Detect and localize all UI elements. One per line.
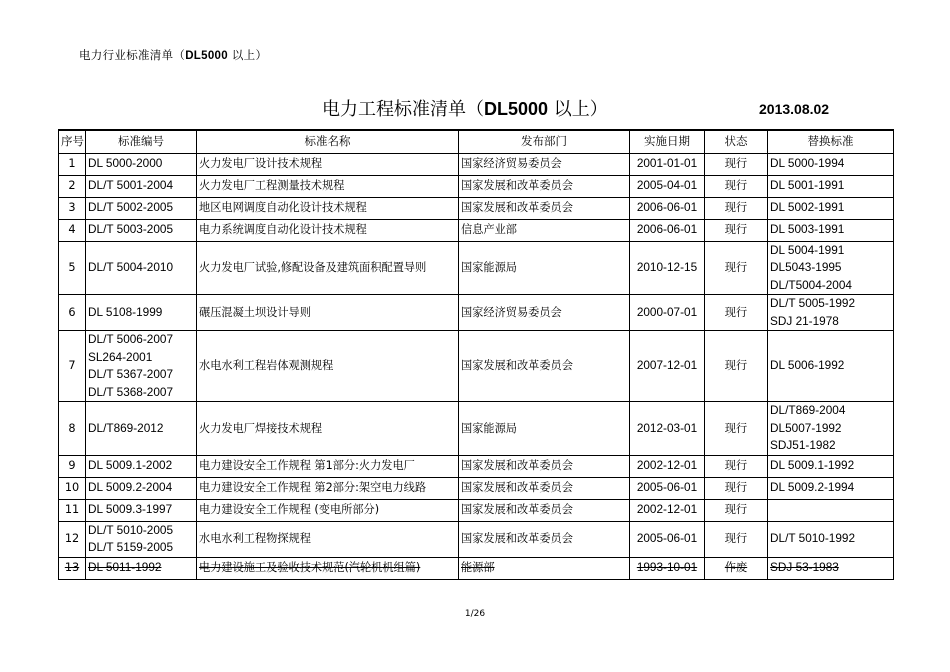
cell-date-text: 2007-12-01 bbox=[636, 358, 698, 373]
cell-code bbox=[86, 477, 197, 499]
table-row bbox=[59, 499, 894, 521]
cell-dept-text: 国家发展和改革委员会 bbox=[461, 179, 573, 193]
cell-code-line: DL 5108-1999 bbox=[88, 304, 163, 319]
table-row bbox=[59, 521, 894, 557]
cell-name bbox=[197, 521, 459, 557]
cell-dept bbox=[459, 331, 630, 402]
cell-replaces bbox=[768, 521, 894, 557]
cell-no-text: 12 bbox=[64, 532, 80, 546]
cell-name-text: 火力发电厂试验,修配设备及建筑面积配置导则 bbox=[199, 261, 427, 274]
running-header-suffix: 以上） bbox=[227, 48, 268, 62]
cell-code-line: DL/T 5367-2007 bbox=[88, 367, 174, 381]
cell-dept bbox=[459, 219, 630, 241]
cell-dept-text: 国家经济贸易委员会 bbox=[461, 157, 562, 171]
cell-dept bbox=[459, 477, 630, 499]
cell-code-line: DL/T869-2012 bbox=[88, 420, 164, 435]
document-date: 2013.08.02 bbox=[759, 101, 830, 117]
cell-no-text: 13 bbox=[64, 561, 80, 575]
cell-status-text: 现行 bbox=[724, 359, 748, 373]
cell-name-text: 火力发电厂设计技术规程 bbox=[199, 157, 323, 171]
cell-status bbox=[705, 241, 768, 295]
cell-date bbox=[630, 521, 705, 557]
cell-name-text: 电力建设安全工作规程 (变电所部分) bbox=[199, 503, 380, 517]
cell-name-text: 火力发电厂工程测量技术规程 bbox=[199, 179, 345, 193]
cell-dept bbox=[459, 175, 630, 197]
cell-status bbox=[705, 455, 768, 477]
cell-date bbox=[630, 557, 705, 579]
table-row bbox=[59, 241, 894, 295]
cell-date-text: 2000-07-01 bbox=[636, 304, 698, 319]
cell-replaces bbox=[768, 295, 894, 331]
document-title-suffix: 以上） bbox=[548, 99, 608, 120]
cell-name bbox=[197, 331, 459, 402]
cell-no-text: 8 bbox=[68, 421, 76, 435]
cell-date bbox=[630, 197, 705, 219]
cell-no-text: 9 bbox=[68, 459, 76, 473]
cell-replaces-line: DL/T 5005-1992 bbox=[770, 296, 856, 310]
cell-name bbox=[197, 197, 459, 219]
cell-code-line: DL/T 5001-2004 bbox=[88, 178, 174, 193]
cell-date-text: 2005-04-01 bbox=[636, 178, 698, 193]
cell-code bbox=[86, 499, 197, 521]
cell-no-text: 1 bbox=[68, 157, 76, 171]
cell-name bbox=[197, 557, 459, 579]
cell-dept bbox=[459, 557, 630, 579]
cell-date bbox=[630, 219, 705, 241]
cell-code bbox=[86, 521, 197, 557]
cell-dept bbox=[459, 153, 630, 175]
cell-date-text: 2005-06-01 bbox=[636, 480, 698, 495]
cell-replaces bbox=[768, 557, 894, 579]
cell-status-text: 现行 bbox=[724, 421, 748, 435]
column-header-code: 标准编号 bbox=[86, 130, 197, 153]
cell-code bbox=[86, 331, 197, 402]
cell-name-text: 水电水利工程岩体观测规程 bbox=[199, 359, 334, 373]
cell-name bbox=[197, 477, 459, 499]
cell-code bbox=[86, 153, 197, 175]
cell-no bbox=[59, 521, 86, 557]
cell-date bbox=[630, 402, 705, 456]
cell-replaces-line: DL5007-1992 bbox=[770, 420, 842, 435]
cell-date bbox=[630, 477, 705, 499]
cell-dept bbox=[459, 295, 630, 331]
column-header-status: 状态 bbox=[705, 130, 768, 153]
cell-code-line: DL 5009.3-1997 bbox=[88, 502, 173, 517]
cell-name bbox=[197, 455, 459, 477]
cell-code-line: DL/T 5004-2010 bbox=[88, 260, 174, 274]
cell-no-text: 3 bbox=[68, 201, 76, 215]
cell-dept bbox=[459, 241, 630, 295]
cell-status-text: 现行 bbox=[724, 532, 748, 546]
cell-date-text: 2002-12-01 bbox=[636, 502, 698, 517]
cell-no bbox=[59, 241, 86, 295]
cell-name bbox=[197, 241, 459, 295]
cell-name-text: 电力建设安全工作规程 第1部分:火力发电厂 bbox=[199, 459, 415, 473]
cell-status bbox=[705, 557, 768, 579]
cell-replaces-line: DL 5000-1994 bbox=[770, 156, 845, 171]
cell-code-line: DL 5009.1-2002 bbox=[88, 458, 173, 473]
cell-status-text: 现行 bbox=[724, 223, 748, 237]
cell-replaces-line: SDJ51-1982 bbox=[770, 438, 836, 452]
cell-replaces bbox=[768, 477, 894, 499]
cell-no-text: 5 bbox=[68, 261, 76, 274]
cell-dept-text: 国家发展和改革委员会 bbox=[461, 532, 573, 546]
cell-status-text: 现行 bbox=[724, 481, 748, 495]
cell-date bbox=[630, 499, 705, 521]
cell-date-text: 1993-10-01 bbox=[636, 560, 698, 575]
cell-dept-text: 国家发展和改革委员会 bbox=[461, 459, 573, 473]
cell-replaces-line: DL 5001-1991 bbox=[770, 178, 845, 193]
cell-status bbox=[705, 153, 768, 175]
cell-status-text: 现行 bbox=[724, 305, 748, 319]
cell-code bbox=[86, 241, 197, 295]
cell-dept bbox=[459, 455, 630, 477]
cell-code-line: DL 5011-1992 bbox=[88, 560, 162, 575]
cell-name-text: 火力发电厂焊接技术规程 bbox=[199, 421, 323, 435]
cell-replaces-line: DL 5009.1-1992 bbox=[770, 458, 855, 473]
cell-code-line: DL/T 5010-2005 bbox=[88, 522, 174, 537]
cell-code-line: DL/T 5002-2005 bbox=[88, 200, 174, 215]
cell-no bbox=[59, 197, 86, 219]
cell-replaces-line: SDJ 53-1983 bbox=[770, 560, 839, 575]
cell-name bbox=[197, 175, 459, 197]
cell-code bbox=[86, 175, 197, 197]
cell-no bbox=[59, 557, 86, 579]
cell-status bbox=[705, 499, 768, 521]
cell-date-text: 2010-12-15 bbox=[636, 260, 698, 274]
cell-code-line: DL 5009.2-2004 bbox=[88, 480, 173, 495]
cell-no bbox=[59, 295, 86, 331]
running-header bbox=[79, 47, 267, 63]
cell-status bbox=[705, 521, 768, 557]
cell-date-text: 2001-01-01 bbox=[636, 156, 698, 171]
column-header-name: 标准名称 bbox=[197, 130, 459, 153]
cell-code bbox=[86, 197, 197, 219]
cell-replaces bbox=[768, 219, 894, 241]
cell-code-line: DL 5000-2000 bbox=[88, 156, 163, 171]
cell-dept-text: 国家发展和改革委员会 bbox=[461, 503, 573, 517]
table-row bbox=[59, 295, 894, 331]
cell-name bbox=[197, 295, 459, 331]
cell-name-text: 电力建设安全工作规程 第2部分:架空电力线路 bbox=[199, 481, 427, 495]
table-row bbox=[59, 455, 894, 477]
cell-date-text: 2006-06-01 bbox=[636, 200, 698, 215]
cell-name bbox=[197, 153, 459, 175]
cell-no bbox=[59, 477, 86, 499]
cell-replaces-line: DL/T5004-2004 bbox=[770, 277, 852, 292]
cell-replaces bbox=[768, 175, 894, 197]
cell-no bbox=[59, 153, 86, 175]
column-header-replaces: 替换标准 bbox=[768, 130, 894, 153]
cell-replaces bbox=[768, 499, 894, 521]
cell-replaces bbox=[768, 455, 894, 477]
cell-replaces-line: DL/T869-2004 bbox=[770, 403, 846, 417]
cell-no bbox=[59, 499, 86, 521]
cell-code-line: DL/T 5159-2005 bbox=[88, 540, 174, 554]
table-row bbox=[59, 175, 894, 197]
page-number: 1/26 bbox=[464, 609, 486, 619]
cell-dept-text: 国家能源局 bbox=[461, 261, 517, 274]
cell-dept-text: 国家发展和改革委员会 bbox=[461, 359, 573, 373]
running-header-prefix: 电力行业标准清单（ bbox=[79, 48, 186, 62]
table-row bbox=[59, 402, 894, 456]
cell-name bbox=[197, 402, 459, 456]
cell-dept bbox=[459, 521, 630, 557]
cell-status bbox=[705, 197, 768, 219]
document-title-prefix: 电力工程标准清单（ bbox=[322, 99, 484, 120]
cell-replaces-line: SDJ 21-1978 bbox=[770, 313, 839, 328]
cell-no-text: 4 bbox=[68, 223, 76, 237]
cell-date bbox=[630, 295, 705, 331]
cell-replaces-line: DL 5003-1991 bbox=[770, 222, 845, 237]
cell-status-text: 现行 bbox=[724, 179, 748, 193]
cell-dept bbox=[459, 197, 630, 219]
cell-code bbox=[86, 219, 197, 241]
cell-name-text: 碾压混凝土坝设计导则 bbox=[199, 305, 311, 319]
cell-no-text: 6 bbox=[68, 305, 76, 319]
table-row bbox=[59, 331, 894, 402]
cell-dept-text: 能源部 bbox=[461, 561, 495, 575]
cell-date-text: 2002-12-01 bbox=[636, 458, 698, 473]
cell-status bbox=[705, 331, 768, 402]
cell-status-text: 作废 bbox=[724, 561, 748, 575]
cell-dept-text: 国家发展和改革委员会 bbox=[461, 481, 573, 495]
cell-status-text: 现行 bbox=[724, 459, 748, 473]
cell-code bbox=[86, 557, 197, 579]
cell-date-text: 2012-03-01 bbox=[636, 420, 698, 435]
cell-dept-text: 信息产业部 bbox=[461, 223, 517, 237]
cell-name-text: 电力建设施工及验收技术规范(汽轮机机组篇) bbox=[199, 561, 421, 575]
cell-name bbox=[197, 499, 459, 521]
cell-code bbox=[86, 295, 197, 331]
table-row bbox=[59, 557, 894, 579]
cell-date-text: 2005-06-01 bbox=[636, 531, 698, 546]
cell-code bbox=[86, 455, 197, 477]
cell-no bbox=[59, 175, 86, 197]
cell-no bbox=[59, 219, 86, 241]
cell-date bbox=[630, 455, 705, 477]
cell-status bbox=[705, 175, 768, 197]
cell-replaces bbox=[768, 153, 894, 175]
cell-replaces-line: DL5043-1995 bbox=[770, 260, 842, 274]
cell-name-text: 电力系统调度自动化设计技术规程 bbox=[199, 223, 367, 237]
running-header-code: DL5000 bbox=[185, 50, 228, 62]
cell-replaces bbox=[768, 241, 894, 295]
cell-dept-text: 国家发展和改革委员会 bbox=[461, 201, 573, 215]
column-header-dept: 发布部门 bbox=[459, 130, 630, 153]
cell-name-text: 地区电网调度自动化设计技术规程 bbox=[199, 201, 367, 215]
document-title-code: DL5000 bbox=[484, 99, 549, 119]
table-row bbox=[59, 477, 894, 499]
cell-dept bbox=[459, 402, 630, 456]
table-row bbox=[59, 153, 894, 175]
cell-no-text: 10 bbox=[64, 481, 80, 495]
cell-replaces bbox=[768, 331, 894, 402]
cell-no bbox=[59, 331, 86, 402]
cell-status bbox=[705, 295, 768, 331]
column-header-no: 序号 bbox=[59, 130, 86, 153]
table-row bbox=[59, 197, 894, 219]
cell-no bbox=[59, 402, 86, 456]
standards-table bbox=[58, 129, 894, 580]
cell-no-text: 7 bbox=[68, 359, 76, 373]
table-row bbox=[59, 219, 894, 241]
cell-status-text: 现行 bbox=[724, 201, 748, 215]
cell-replaces-line: DL 5006-1992 bbox=[770, 358, 845, 373]
cell-replaces-line: DL 5009.2-1994 bbox=[770, 480, 855, 495]
cell-status bbox=[705, 477, 768, 499]
cell-replaces bbox=[768, 402, 894, 456]
cell-replaces-line: DL 5004-1991 bbox=[770, 242, 845, 257]
cell-replaces-line: DL 5002-1991 bbox=[770, 200, 845, 215]
document-title bbox=[322, 95, 608, 121]
cell-status bbox=[705, 219, 768, 241]
cell-dept-text: 国家能源局 bbox=[461, 421, 517, 435]
table-header-row bbox=[59, 130, 894, 153]
cell-code bbox=[86, 402, 197, 456]
cell-date bbox=[630, 331, 705, 402]
cell-status-text: 现行 bbox=[724, 261, 748, 274]
cell-dept bbox=[459, 499, 630, 521]
cell-replaces-line: DL/T 5010-1992 bbox=[770, 531, 856, 546]
cell-code-line: DL/T 5003-2005 bbox=[88, 222, 174, 237]
column-header-date: 实施日期 bbox=[630, 130, 705, 153]
cell-code-line: DL/T 5368-2007 bbox=[88, 384, 174, 399]
cell-no-text: 11 bbox=[64, 503, 80, 517]
cell-date bbox=[630, 175, 705, 197]
cell-status-text: 现行 bbox=[724, 503, 748, 517]
cell-name bbox=[197, 219, 459, 241]
cell-date bbox=[630, 153, 705, 175]
cell-date-text: 2006-06-01 bbox=[636, 222, 698, 237]
table-body bbox=[59, 153, 894, 579]
cell-status-text: 现行 bbox=[724, 157, 748, 171]
cell-no bbox=[59, 455, 86, 477]
cell-code-line: SL264-2001 bbox=[88, 349, 153, 364]
cell-replaces bbox=[768, 197, 894, 219]
cell-status bbox=[705, 402, 768, 456]
cell-code-line: DL/T 5006-2007 bbox=[88, 332, 174, 346]
cell-date bbox=[630, 241, 705, 295]
cell-no-text: 2 bbox=[68, 179, 76, 193]
cell-dept-text: 国家经济贸易委员会 bbox=[461, 305, 562, 319]
cell-name-text: 水电水利工程物探规程 bbox=[199, 532, 311, 546]
